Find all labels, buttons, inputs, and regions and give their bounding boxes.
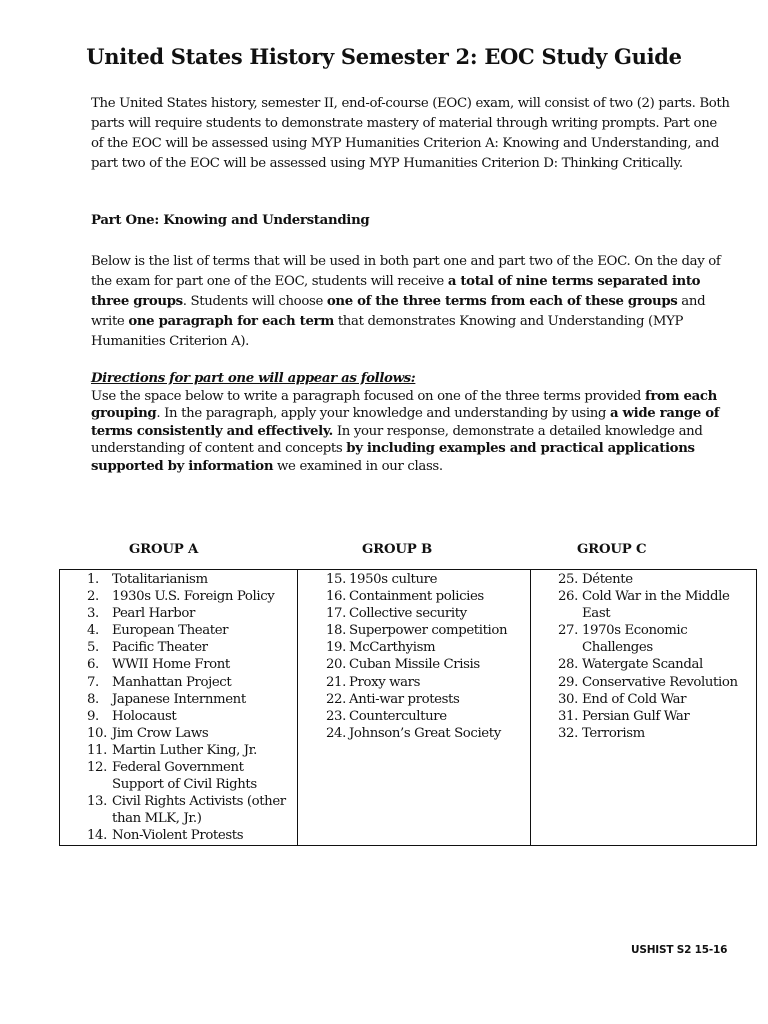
term-text: Counterculture (349, 708, 447, 724)
term-text: Holocaust (112, 708, 177, 724)
term-number: 23. (326, 708, 346, 724)
directions-text-3: In your response, demonstrate a detailed knowledge and understanding of content and concepts (91, 423, 703, 456)
term-item (60, 759, 297, 793)
term-number: 9. (87, 708, 99, 724)
term-text: Manhattan Project (112, 674, 232, 690)
group-c-heading: GROUP C (577, 542, 647, 557)
directions-text-1: Use the space below to write a paragraph focused on one of the three terms provided (91, 388, 645, 404)
term-item (531, 725, 756, 742)
term-text: Containment policies (349, 589, 484, 605)
term-text: European Theater (112, 623, 229, 639)
term-text: Non-Violent Protests (112, 828, 244, 844)
term-item (531, 708, 756, 725)
term-item (298, 725, 530, 742)
term-text: McCarthyism (349, 640, 436, 656)
term-text: Civil Rights Activists (other than MLK, Jr.) (112, 794, 286, 827)
term-text: Pearl Harbor (112, 606, 195, 622)
term-item (531, 691, 756, 708)
term-text: Collective security (349, 606, 467, 622)
term-item (60, 725, 297, 742)
term-item (531, 588, 756, 622)
term-number: 29. (558, 674, 578, 690)
terms-text-2: . Students will choose (182, 294, 327, 309)
term-item (60, 639, 297, 656)
term-item (60, 622, 297, 639)
term-item (298, 622, 530, 639)
term-number: 7. (87, 674, 99, 690)
term-number: 16. (326, 589, 346, 605)
term-text: WWII Home Front (112, 657, 230, 673)
term-number: 25. (558, 572, 578, 587)
directions-bold-1: from each grouping (91, 388, 717, 421)
term-item (298, 691, 530, 708)
group-b-heading: GROUP B (362, 542, 433, 557)
term-text: Superpower competition (349, 623, 508, 639)
part-one-heading: Part One: Knowing and Understanding (91, 213, 370, 228)
term-item (298, 639, 530, 656)
terms-bold-1: a total of nine terms separated into three groups (91, 274, 701, 309)
footer-code: USHIST S2 15-16 (631, 944, 728, 956)
term-number: 12. (87, 760, 107, 776)
term-item (298, 588, 530, 605)
term-text: Watergate Scandal (582, 657, 703, 673)
term-number: 13. (87, 794, 107, 810)
terms-text-3: and write (91, 294, 706, 329)
term-text: Persian Gulf War (582, 708, 690, 724)
term-number: 18. (326, 623, 346, 639)
group-c-column (531, 570, 757, 846)
term-text: 1930s U.S. Foreign Policy (112, 589, 275, 605)
term-item (60, 708, 297, 725)
term-item (531, 622, 756, 656)
term-number: 11. (87, 742, 107, 758)
term-text: Martin Luther King, Jr. (112, 742, 258, 758)
term-number: 6. (87, 657, 99, 673)
term-item (60, 656, 297, 673)
group-a-list (60, 570, 297, 845)
terms-text-1: Below is the list of terms that will be used in both part one and part two of the EOC. On the day of the exam for part one of the EOC, students will receive (91, 254, 721, 289)
group-c-list (531, 570, 756, 742)
directions-text-4: we examined in our class. (273, 458, 443, 474)
term-number: 17. (326, 606, 346, 622)
term-text: Cold War in the Middle East (582, 589, 730, 622)
term-item (298, 708, 530, 725)
term-item (60, 674, 297, 691)
group-b-list (298, 570, 530, 742)
term-item (298, 605, 530, 622)
term-number: 27. (558, 623, 578, 639)
term-text: Pacific Theater (112, 640, 208, 656)
term-number: 24. (326, 725, 346, 741)
term-number: 8. (87, 691, 99, 707)
term-number: 4. (87, 623, 99, 639)
term-number: 31. (558, 708, 578, 724)
term-number: 14. (87, 828, 107, 844)
term-number: 32. (558, 725, 578, 741)
directions-bold-2: a wide range of terms consistently and effectively. (91, 406, 720, 439)
term-item (531, 571, 756, 588)
term-number: 26. (558, 589, 578, 605)
term-number: 20. (326, 657, 346, 673)
term-number: 5. (87, 640, 99, 656)
directions-paragraph (91, 370, 731, 475)
term-text: Totalitarianism (112, 572, 208, 587)
term-item (60, 588, 297, 605)
term-item (60, 827, 297, 844)
terms-bold-3: one paragraph for each term (128, 314, 334, 329)
term-item (298, 656, 530, 673)
term-text: Proxy wars (349, 674, 421, 690)
term-text: Jim Crow Laws (112, 725, 209, 741)
term-text: End of Cold War (582, 691, 687, 707)
term-number: 19. (326, 640, 346, 656)
term-item (60, 571, 297, 588)
term-number: 2. (87, 589, 99, 605)
term-item (60, 605, 297, 622)
group-a-heading: GROUP A (129, 542, 199, 557)
terms-bold-2: one of the three terms from each of these groups (326, 294, 678, 309)
term-number: 15. (326, 572, 346, 587)
term-text: Anti-war protests (349, 691, 460, 707)
intro-paragraph: The United States history, semester II, end-of-course (EOC) exam, will consist of two (2) parts. Both parts will require students to demonstrate mastery of material through writing prompts. Part one of the EOC will be assessed using MYP Humanities Criterion A: Knowing and Understanding, and part two of the EOC will be assessed using MYP Humanities Criterion D: Thinking Critically. (91, 96, 730, 171)
term-text: Détente (582, 572, 633, 587)
directions-heading: Directions for part one will appear as follows: (91, 371, 416, 386)
directions-bold-3: by including examples and practical applications supported by information (91, 441, 695, 474)
term-text: Terrorism (582, 725, 645, 741)
term-item (60, 691, 297, 708)
term-number: 1. (87, 572, 99, 587)
term-number: 10. (87, 725, 107, 741)
page-title: United States History Semester 2: EOC Study Guide (86, 44, 682, 69)
term-item (531, 656, 756, 673)
term-text: Cuban Missile Crisis (349, 657, 480, 673)
term-number: 21. (326, 674, 346, 690)
group-a-column (60, 570, 298, 846)
term-item (531, 674, 756, 691)
term-item (60, 793, 297, 827)
term-item (298, 571, 530, 588)
term-item (60, 742, 297, 759)
term-number: 28. (558, 657, 578, 673)
terms-text-4: that demonstrates Knowing and Understanding (MYP Humanities Criterion A). (91, 314, 684, 349)
term-text: 1950s culture (349, 572, 438, 587)
term-number: 22. (326, 691, 346, 707)
terms-table (59, 569, 757, 846)
term-text: Conservative Revolution (582, 674, 738, 690)
group-b-column (298, 570, 531, 846)
term-item (298, 674, 530, 691)
directions-text-2: . In the paragraph, apply your knowledge and understanding by using (156, 406, 610, 421)
term-text: Federal Government Support of Civil Rights (112, 760, 257, 793)
term-text: Johnson’s Great Society (349, 725, 501, 741)
terms-paragraph (91, 252, 731, 352)
term-number: 3. (87, 606, 99, 622)
term-text: Japanese Internment (112, 691, 246, 707)
term-text: 1970s Economic Challenges (582, 623, 688, 656)
term-number: 30. (558, 691, 578, 707)
